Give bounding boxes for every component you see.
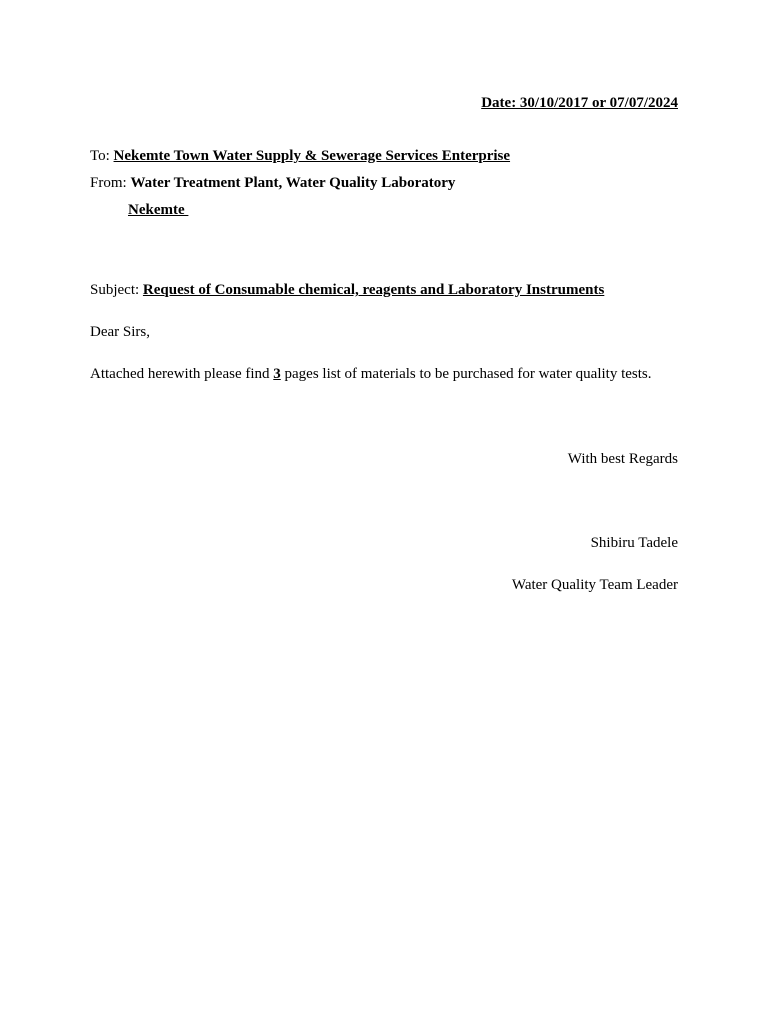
sender-line xyxy=(90,174,455,192)
from-label: From: xyxy=(90,175,127,191)
recipient-name: Nekemte Town Water Supply & Sewerage Services Enterprise xyxy=(113,148,511,164)
salutation: Dear Sirs, xyxy=(90,324,150,340)
body-text-end: pages list of materials to be purchased for water quality tests. xyxy=(280,366,652,382)
to-label: To: xyxy=(90,148,110,164)
sender-name: Water Treatment Plant, Water Quality Laboratory xyxy=(130,175,456,191)
body-paragraph xyxy=(90,365,652,383)
closing: With best Regards xyxy=(567,451,678,467)
sender-city: Nekemte xyxy=(128,202,189,218)
subject-label: Subject: xyxy=(90,282,140,298)
recipient-line xyxy=(90,147,510,165)
page-count: 3 xyxy=(273,366,281,382)
signer-title: Water Quality Team Leader xyxy=(511,577,678,593)
body-text-start: Attached herewith please find xyxy=(90,366,274,382)
subject-line xyxy=(90,281,604,299)
signer-name: Shibiru Tadele xyxy=(590,535,678,551)
letter-date: Date: 30/10/2017 or 07/07/2024 xyxy=(481,95,678,111)
subject-text: Request of Consumable chemical, reagents and Laboratory Instruments xyxy=(142,282,605,298)
